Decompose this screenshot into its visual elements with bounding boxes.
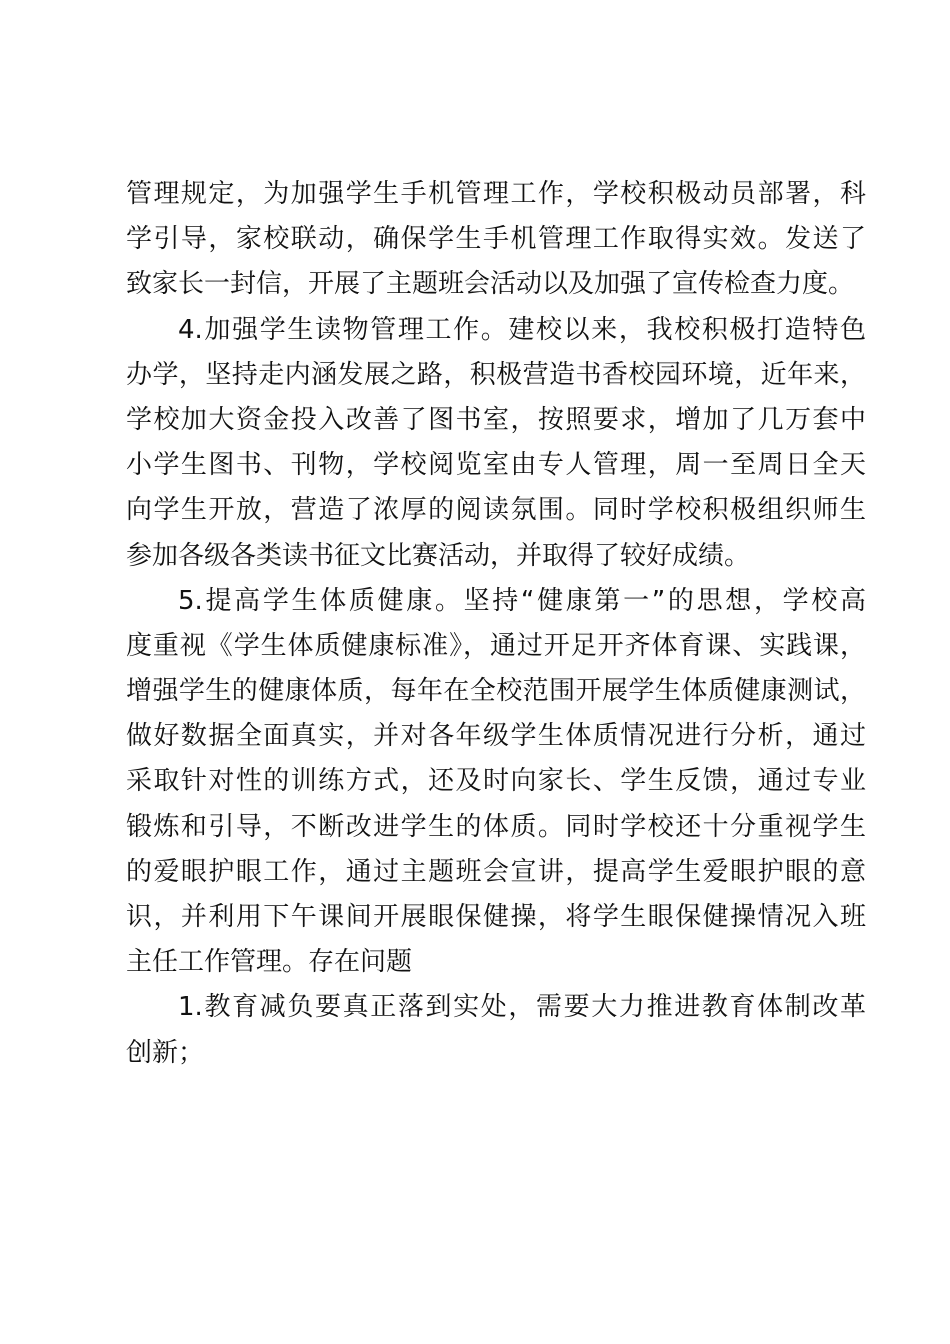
text-line: 度重视《学生体质健康标准》，通过开足开齐体育课、实践课，	[126, 630, 866, 661]
text-line: 向学生开放，营造了浓厚的阅读氛围。同时学校积极组织师生	[126, 495, 866, 526]
text-line: 采取针对性的训练方式，还及时向家长、学生反馈，通过专业	[126, 766, 866, 797]
text-line: 管理规定，为加强学生手机管理工作，学校积极动员部署，科	[126, 179, 866, 209]
text-line: 做好数据全面真实，并对各年级学生体质情况进行分析，通过	[126, 721, 866, 752]
body-text	[126, 172, 866, 1076]
text-line: 识，并利用下午课间开展眼保健操，将学生眼保健操情况入班	[126, 902, 866, 932]
text-line: 的爱眼护眼工作，通过主题班会宣讲，提高学生爱眼护眼的意	[126, 856, 866, 887]
issue-1-first-line: 1.教育减负要真正落到实处，需要大力推进教育体制改革	[178, 992, 866, 1023]
text-line: 锻炼和引导，不断改进学生的体质。同时学校还十分重视学生	[126, 811, 866, 842]
text-line: 致家长一封信，开展了主题班会活动以及加强了宣传检查力度。	[126, 269, 855, 300]
text-line: 办学，坚持走内涵发展之路，积极营造书香校园环境，近年来，	[126, 359, 866, 390]
text-line: 学校加大资金投入改善了图书室，按照要求，增加了几万套中	[126, 404, 866, 435]
text-line: 学引导，家校联动，确保学生手机管理工作取得实效。发送了	[126, 224, 866, 255]
text-line: 增强学生的健康体质，每年在全校范围开展学生体质健康测试，	[126, 676, 866, 707]
text-line: 小学生图书、刊物，学校阅览室由专人管理，周一至周日全天	[126, 450, 866, 481]
text-line: 创新；	[126, 1037, 205, 1068]
text-line: 主任工作管理。存在问题	[126, 947, 413, 978]
paragraph-5-first-line: 5.提高学生体质健康。坚持“健康第一”的思想，学校高	[178, 585, 866, 616]
paragraph-4-first-line: 4.加强学生读物管理工作。建校以来，我校积极打造特色	[178, 314, 866, 345]
text-line: 参加各级各类读书征文比赛活动，并取得了较好成绩。	[126, 540, 751, 571]
